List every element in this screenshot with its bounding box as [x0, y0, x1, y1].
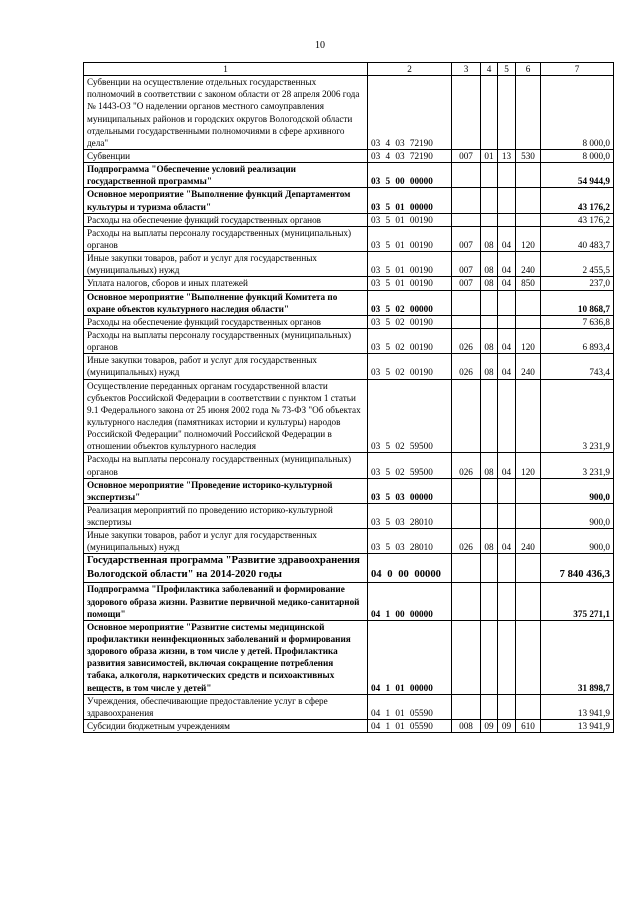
row-department-code [452, 379, 481, 453]
row-department-code: 007 [452, 149, 481, 162]
row-amount: 13 941,9 [541, 719, 614, 732]
row-target-code: 03 4 03 72190 [368, 149, 452, 162]
row-target-code: 03 5 00 00000 [368, 163, 452, 188]
row-subsection-code [498, 213, 516, 226]
row-amount: 31 898,7 [541, 620, 614, 694]
row-section-code: 08 [481, 277, 498, 290]
table-row [84, 213, 614, 226]
row-description: Иные закупки товаров, работ и услуг для государственных (муниципальных) нужд [84, 252, 368, 277]
row-section-code [481, 315, 498, 328]
row-expense-type-code [516, 213, 541, 226]
table-row [84, 315, 614, 328]
row-expense-type-code [516, 503, 541, 528]
row-expense-type-code: 240 [516, 529, 541, 554]
row-amount: 10 868,7 [541, 290, 614, 315]
column-header-7: 7 [541, 63, 614, 76]
row-subsection-code [498, 478, 516, 503]
row-target-code: 03 5 01 00190 [368, 252, 452, 277]
row-amount: 7 636,8 [541, 315, 614, 328]
row-description: Подпрограмма "Обеспечение условий реализации государственной программы" [84, 163, 368, 188]
row-target-code: 03 5 02 00190 [368, 354, 452, 379]
row-subsection-code: 09 [498, 719, 516, 732]
row-expense-type-code [516, 620, 541, 694]
row-section-code [481, 213, 498, 226]
row-subsection-code [498, 188, 516, 213]
row-target-code: 04 1 00 00000 [368, 583, 452, 620]
row-subsection-code [498, 503, 516, 528]
row-target-code: 04 1 01 05590 [368, 694, 452, 719]
table-row [84, 277, 614, 290]
table-row [84, 163, 614, 188]
row-expense-type-code: 240 [516, 354, 541, 379]
row-target-code: 03 5 01 00190 [368, 213, 452, 226]
row-target-code: 03 5 02 59500 [368, 453, 452, 478]
row-department-code [452, 554, 481, 583]
table-row [84, 620, 614, 694]
column-header-3: 3 [452, 63, 481, 76]
row-description: Иные закупки товаров, работ и услуг для государственных (муниципальных) нужд [84, 354, 368, 379]
row-description: Иные закупки товаров, работ и услуг для государственных (муниципальных) нужд [84, 529, 368, 554]
row-description: Субвенции на осуществление отдельных государственных полномочий в соответствии с законом области от 28 апреля 2006 года № 1443-ОЗ "О наделении органов местного самоуправления муниципальных районов и городских округов Вологодской области отдельными государственными полномочиями в сфере архивного дела" [84, 76, 368, 150]
table-row [84, 503, 614, 528]
row-department-code: 026 [452, 354, 481, 379]
row-subsection-code: 04 [498, 354, 516, 379]
row-expense-type-code: 530 [516, 149, 541, 162]
row-amount: 2 455,5 [541, 252, 614, 277]
table-row [84, 478, 614, 503]
header-row [84, 63, 614, 76]
row-expense-type-code [516, 315, 541, 328]
row-description: Подпрограмма "Профилактика заболеваний и формирование здорового образа жизни. Развитие первичной медико-санитарной помощи" [84, 583, 368, 620]
row-department-code [452, 315, 481, 328]
row-section-code: 08 [481, 328, 498, 353]
row-subsection-code [498, 290, 516, 315]
row-amount: 7 840 436,3 [541, 554, 614, 583]
row-department-code: 026 [452, 328, 481, 353]
row-department-code [452, 620, 481, 694]
row-description: Субсидии бюджетным учреждениям [84, 719, 368, 732]
row-subsection-code: 04 [498, 252, 516, 277]
row-section-code [481, 478, 498, 503]
row-department-code [452, 694, 481, 719]
row-description: Расходы на обеспечение функций государственных органов [84, 315, 368, 328]
row-expense-type-code: 120 [516, 328, 541, 353]
row-department-code [452, 213, 481, 226]
row-description: Расходы на обеспечение функций государственных органов [84, 213, 368, 226]
row-description: Основное мероприятие "Развитие системы медицинской профилактики неинфекционных заболеваний и формирования здорового образа жизни, в том числе у детей. Профилактика развития зависимостей, включая сокращение потребления табака, алкоголя, наркотических средств и психоактивных веществ, в том числе у детей" [84, 620, 368, 694]
row-department-code [452, 76, 481, 150]
row-subsection-code: 04 [498, 453, 516, 478]
page-number: 10 [315, 40, 325, 51]
table-row [84, 328, 614, 353]
row-department-code: 008 [452, 719, 481, 732]
table-row [84, 554, 614, 583]
row-section-code [481, 694, 498, 719]
row-expense-type-code [516, 379, 541, 453]
row-amount: 13 941,9 [541, 694, 614, 719]
row-expense-type-code: 850 [516, 277, 541, 290]
row-section-code: 09 [481, 719, 498, 732]
row-section-code [481, 503, 498, 528]
row-description: Основное мероприятие "Проведение историко-культурной экспертизы" [84, 478, 368, 503]
column-header-1: 1 [84, 63, 368, 76]
row-subsection-code [498, 315, 516, 328]
row-amount: 40 483,7 [541, 226, 614, 251]
row-amount: 743,4 [541, 354, 614, 379]
row-target-code: 04 1 01 05590 [368, 719, 452, 732]
table-row [84, 226, 614, 251]
column-header-4: 4 [481, 63, 498, 76]
row-description: Реализация мероприятий по проведению историко-культурной экспертизы [84, 503, 368, 528]
row-section-code: 08 [481, 453, 498, 478]
row-description: Расходы на выплаты персоналу государственных (муниципальных) органов [84, 453, 368, 478]
row-expense-type-code [516, 188, 541, 213]
table-row [84, 694, 614, 719]
row-expense-type-code [516, 583, 541, 620]
table-row [84, 252, 614, 277]
row-expense-type-code: 120 [516, 226, 541, 251]
row-section-code [481, 290, 498, 315]
row-section-code [481, 620, 498, 694]
row-department-code: 007 [452, 252, 481, 277]
table-row [84, 379, 614, 453]
row-subsection-code: 04 [498, 226, 516, 251]
row-subsection-code [498, 583, 516, 620]
row-section-code [481, 188, 498, 213]
row-description: Учреждения, обеспечивающие предоставление услуг в сфере здравоохранения [84, 694, 368, 719]
row-subsection-code [498, 694, 516, 719]
row-amount: 43 176,2 [541, 213, 614, 226]
row-department-code [452, 290, 481, 315]
row-department-code [452, 163, 481, 188]
row-department-code [452, 583, 481, 620]
column-header-2: 2 [368, 63, 452, 76]
row-subsection-code [498, 379, 516, 453]
row-expense-type-code [516, 290, 541, 315]
row-description: Осуществление переданных органам государственной власти субъектов Российской Федерации в соответствии с пунктом 1 статьи 9.1 Федерального закона от 25 июня 2002 года № 73-ФЗ "Об объектах культурного наследия (памятниках истории и культуры) народов Российской Федерации" полномочий Российской Федерации в отношении объектов культурного наследия [84, 379, 368, 453]
row-expense-type-code [516, 76, 541, 150]
row-department-code [452, 478, 481, 503]
row-target-code: 03 4 03 72190 [368, 76, 452, 150]
row-amount: 900,0 [541, 503, 614, 528]
row-expense-type-code [516, 478, 541, 503]
table-row [84, 149, 614, 162]
row-target-code: 03 5 01 00190 [368, 226, 452, 251]
row-section-code [481, 583, 498, 620]
row-section-code [481, 554, 498, 583]
table-row [84, 719, 614, 732]
row-amount: 375 271,1 [541, 583, 614, 620]
row-subsection-code [498, 163, 516, 188]
column-header-5: 5 [498, 63, 516, 76]
row-target-code: 03 5 01 00000 [368, 188, 452, 213]
row-description: Уплата налогов, сборов и иных платежей [84, 277, 368, 290]
row-subsection-code [498, 76, 516, 150]
row-amount: 3 231,9 [541, 453, 614, 478]
row-subsection-code [498, 620, 516, 694]
table-row [84, 76, 614, 150]
row-subsection-code [498, 554, 516, 583]
row-description: Основное мероприятие "Выполнение функций Комитета по охране объектов культурного наследия области" [84, 290, 368, 315]
row-subsection-code: 04 [498, 277, 516, 290]
row-amount: 43 176,2 [541, 188, 614, 213]
row-amount: 900,0 [541, 478, 614, 503]
row-amount: 54 944,9 [541, 163, 614, 188]
table-row [84, 354, 614, 379]
row-expense-type-code: 610 [516, 719, 541, 732]
row-target-code: 03 5 02 00000 [368, 290, 452, 315]
row-department-code: 026 [452, 453, 481, 478]
budget-table [83, 62, 614, 733]
row-target-code: 03 5 01 00190 [368, 277, 452, 290]
row-subsection-code: 04 [498, 328, 516, 353]
row-description: Расходы на выплаты персоналу государственных (муниципальных) органов [84, 226, 368, 251]
row-target-code: 04 1 01 00000 [368, 620, 452, 694]
row-department-code: 007 [452, 226, 481, 251]
row-expense-type-code [516, 163, 541, 188]
row-expense-type-code [516, 694, 541, 719]
row-department-code [452, 188, 481, 213]
row-amount: 8 000,0 [541, 149, 614, 162]
row-amount: 900,0 [541, 529, 614, 554]
table-body [84, 76, 614, 733]
row-expense-type-code [516, 554, 541, 583]
row-department-code: 026 [452, 529, 481, 554]
row-subsection-code: 04 [498, 529, 516, 554]
row-target-code: 03 5 02 00190 [368, 328, 452, 353]
table-row [84, 188, 614, 213]
row-target-code: 03 5 03 28010 [368, 529, 452, 554]
row-target-code: 03 5 03 28010 [368, 503, 452, 528]
row-amount: 8 000,0 [541, 76, 614, 150]
row-target-code: 03 5 03 00000 [368, 478, 452, 503]
row-target-code: 03 5 02 59500 [368, 379, 452, 453]
row-section-code: 08 [481, 529, 498, 554]
row-section-code: 01 [481, 149, 498, 162]
row-section-code: 08 [481, 252, 498, 277]
row-expense-type-code: 120 [516, 453, 541, 478]
row-amount: 237,0 [541, 277, 614, 290]
row-amount: 3 231,9 [541, 379, 614, 453]
row-target-code: 03 5 02 00190 [368, 315, 452, 328]
row-section-code [481, 76, 498, 150]
row-section-code [481, 163, 498, 188]
column-header-6: 6 [516, 63, 541, 76]
table-row [84, 290, 614, 315]
row-description: Государственная программа "Развитие здравоохранения Вологодской области" на 2014-2020 годы [84, 554, 368, 583]
row-amount: 6 893,4 [541, 328, 614, 353]
row-subsection-code: 13 [498, 149, 516, 162]
row-section-code [481, 379, 498, 453]
row-description: Основное мероприятие "Выполнение функций Департаментом культуры и туризма области" [84, 188, 368, 213]
row-section-code: 08 [481, 354, 498, 379]
row-section-code: 08 [481, 226, 498, 251]
row-target-code: 04 0 00 00000 [368, 554, 452, 583]
row-department-code [452, 503, 481, 528]
row-description: Субвенции [84, 149, 368, 162]
row-description: Расходы на выплаты персоналу государственных (муниципальных) органов [84, 328, 368, 353]
table-row [84, 529, 614, 554]
row-department-code: 007 [452, 277, 481, 290]
row-expense-type-code: 240 [516, 252, 541, 277]
table-row [84, 583, 614, 620]
table-row [84, 453, 614, 478]
